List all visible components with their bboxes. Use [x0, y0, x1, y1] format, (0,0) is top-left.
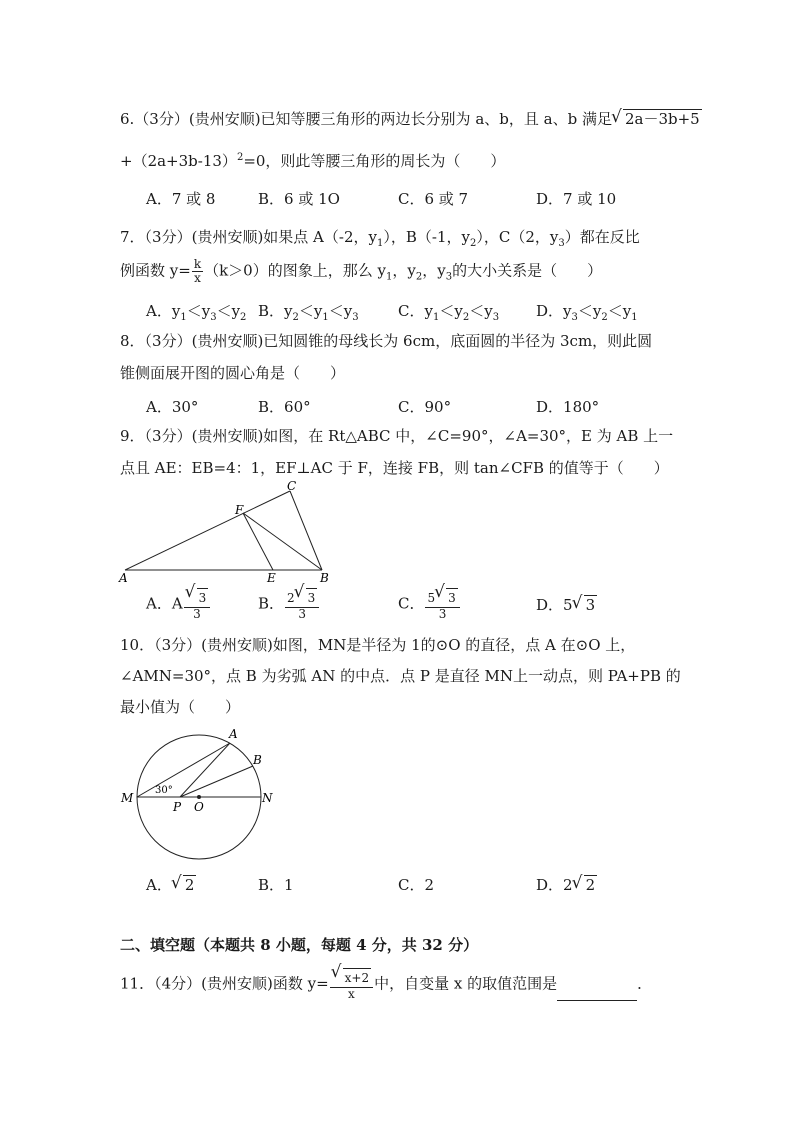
label-o: O — [194, 800, 204, 814]
section-heading: 二、填空题（本题共 8 小题，每题 4 分，共 32 分） — [120, 936, 479, 954]
segment-ac — [125, 491, 290, 570]
q11-fraction: √ $\frac{x+2}{x}$ — [330, 968, 373, 1001]
q9-option-a[interactable]: A．A √ $\frac{3}{3}$ — [146, 588, 211, 621]
q9-triangle-figure — [110, 478, 350, 588]
q9-line2: 点且 AE：EB=4：1，EF⊥AC 于 F，连接 FB，则 tan∠CFB 的值等于（ ） — [120, 459, 669, 477]
q6-sqrt: √ 2a－3b+5 — [612, 109, 702, 128]
segment-ma — [137, 743, 230, 797]
q7-line1: 7．（3分）(贵州安顺)如果点 A（-2，$y_1$），B（-1，$y_2$），C（2，$y_3$）都在反比 — [120, 228, 640, 249]
q7-option-b[interactable]: B．$y_2<y_1<y_3$ — [258, 302, 359, 323]
q11-line: 11．（4分）(贵州安顺)函数 y= √ $\frac{x+2}{x}$ 中，自变量 x 的取值范围是 ． — [120, 968, 652, 1001]
q8-option-d[interactable]: D．180° — [536, 398, 600, 416]
label-f: F — [235, 503, 244, 517]
q8-option-b[interactable]: B．60° — [258, 398, 311, 416]
q10-line3: 最小值为（ ） — [120, 698, 241, 716]
q6-line2: $+(2a+3b-13)^2=0$，则此等腰三角形的周长为（ ） — [120, 152, 506, 170]
label-p: P — [173, 800, 182, 814]
q7-line2: 例函数 y= $\frac{k}{x}$ （k＞0）的图象上，那么 $y_1$，$y_2$，$y_3$的大小关系是（ ） — [120, 257, 603, 285]
label-m: M — [121, 791, 134, 805]
q10-option-b[interactable]: B．1 — [258, 876, 294, 894]
q7-fraction: $\frac{k}{x}$ — [193, 257, 202, 285]
q10-option-c[interactable]: C．2 — [398, 876, 435, 894]
q8-option-a[interactable]: A．30° — [146, 398, 199, 416]
q10-line1: 10．（3分）(贵州安顺)如图，MN是半径为 1的⊙O 的直径，点 A 在⊙O 上， — [120, 636, 636, 654]
center-dot — [197, 795, 201, 799]
q6-option-c[interactable]: C．6 或 7 — [398, 190, 469, 208]
q8-option-c[interactable]: C．90° — [398, 398, 452, 416]
q10-option-d[interactable]: D．2√ 2 — [536, 874, 597, 895]
segment-pb — [180, 766, 253, 797]
label-c: C — [287, 479, 297, 493]
q6-option-a[interactable]: A．7 或 8 — [146, 190, 216, 208]
label-e: E — [267, 571, 276, 585]
q6-text: 6.（3分）(贵州安顺)已知等腰三角形的两边长分别为 a、b，且 a、b 满足 — [120, 110, 612, 128]
q6-option-b[interactable]: B．6 或 1O — [258, 190, 340, 208]
label-b: B — [253, 753, 262, 767]
q8-line2: 锥侧面展开图的圆心角是（ ） — [120, 364, 346, 382]
q10-line2: ∠AMN=30°，点 B 为劣弧 AN 的中点．点 P 是直径 MN上一动点，则 PA+PB 的 — [120, 667, 681, 685]
angle-label: 30° — [155, 785, 173, 796]
q9-option-c[interactable]: C． $\frac{5√ 3}{3}$ — [398, 588, 461, 621]
label-a: A — [229, 727, 238, 741]
q9-option-b[interactable]: B． $\frac{2√ 3}{3}$ — [258, 588, 320, 621]
label-n: N — [262, 791, 273, 805]
answer-blank[interactable] — [557, 986, 637, 1001]
q10-option-a[interactable]: A．√ 2 — [146, 874, 196, 895]
segment-ef — [243, 513, 273, 570]
q9-option-d[interactable]: D．5√ 3 — [536, 594, 597, 615]
segment-pa — [180, 743, 230, 797]
q10-circle-figure — [110, 722, 290, 872]
q7-option-d[interactable]: D．$y_3<y_2<y_1$ — [536, 302, 638, 323]
label-b: B — [320, 571, 329, 585]
label-a: A — [119, 571, 128, 585]
q8-line1: 8．（3分）(贵州安顺)已知圆锥的母线长为 6cm，底面圆的半径为 3cm，则此圆 — [120, 332, 653, 350]
q9-line1: 9．（3分）(贵州安顺)如图，在 Rt△ABC 中，∠C=90°，∠A=30°，E 为 AB 上一 — [120, 427, 674, 445]
q7-option-a[interactable]: A．$y_1<y_3<y_2$ — [146, 302, 247, 323]
q6-option-d[interactable]: D．7 或 10 — [536, 190, 617, 208]
q7-option-c[interactable]: C．$y_1<y_2<y_3$ — [398, 302, 500, 323]
q6-line1 — [120, 108, 702, 129]
